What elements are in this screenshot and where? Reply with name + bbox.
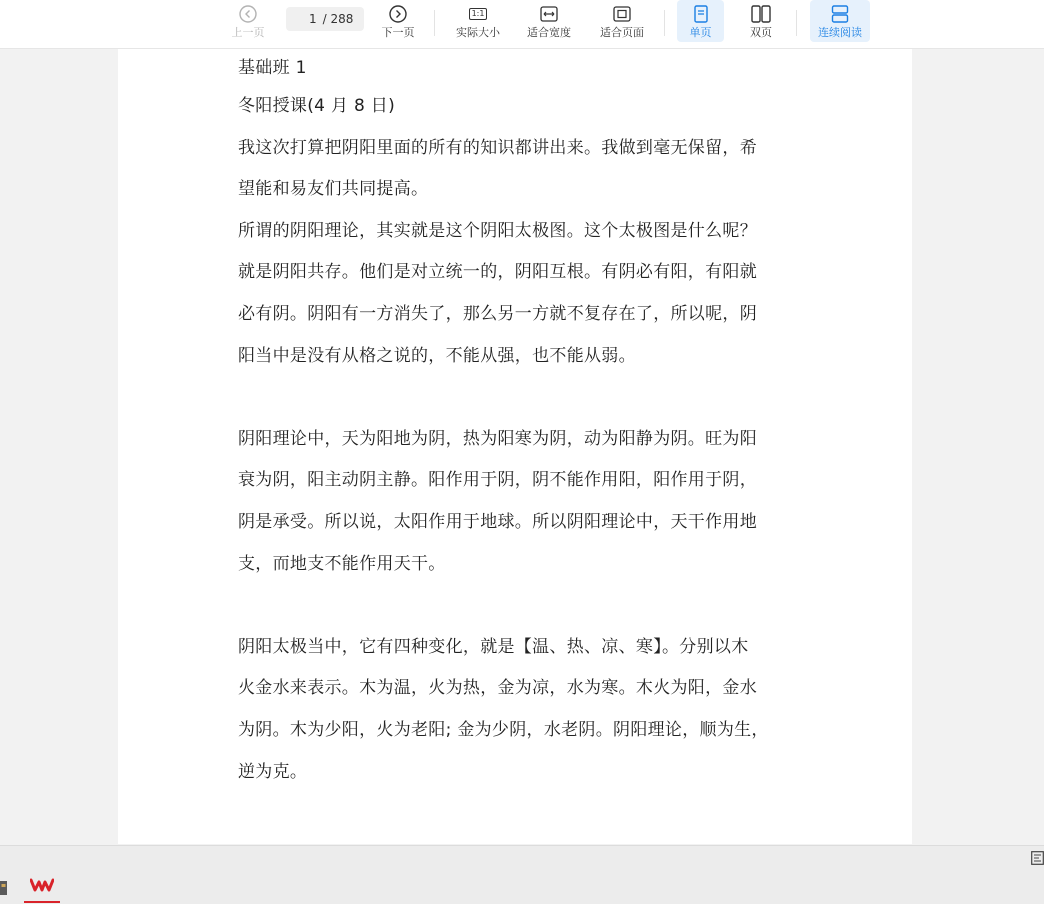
- document-page: [118, 49, 912, 844]
- fit-width-icon: [540, 2, 558, 26]
- document-title: 基础班 1: [238, 58, 307, 78]
- continuous-reading-button[interactable]: [810, 0, 870, 42]
- fit-page-label: 适合页面: [600, 26, 644, 39]
- double-page-button[interactable]: [739, 0, 783, 44]
- taskbar: [0, 845, 1044, 904]
- fit-page-icon: [613, 2, 631, 26]
- paragraph-line: 为阴。木为少阳，火为老阳; 金为少阴，水老阴。阴阳理论，顺为生，: [238, 719, 769, 740]
- page-total: / 288: [322, 12, 354, 26]
- toolbar-divider: [434, 10, 435, 36]
- prev-page-button[interactable]: [228, 0, 268, 44]
- next-page-button[interactable]: [378, 0, 418, 44]
- paragraph-line: 就是阴阳共存。他们是对立统一的，阴阳互根。有阴必有阳，有阳就: [238, 262, 757, 283]
- actual-size-button[interactable]: [450, 0, 506, 44]
- actual-size-label: 实际大小: [456, 26, 500, 39]
- paragraph-line: 冬阳授课(4 月 8 日): [238, 96, 396, 116]
- chevron-right-circle-icon: [389, 2, 407, 26]
- reader-toolbar: [0, 0, 1044, 49]
- single-page-icon: [694, 2, 708, 26]
- blank-line: [238, 585, 794, 627]
- fit-page-button[interactable]: [594, 0, 650, 44]
- document-text: [238, 49, 794, 793]
- double-page-icon: [751, 2, 771, 26]
- double-page-label: 双页: [750, 26, 772, 39]
- chevron-left-circle-icon: [239, 2, 257, 26]
- continuous-reading-label: 连续阅读: [818, 26, 862, 39]
- paragraph-line: 阴阳太极当中，它有四种变化，就是【温、热、凉、寒】。分别以木: [238, 636, 749, 657]
- paragraph-line: 阴阳理论中，天为阳地为阴，热为阳寒为阴，动为阳静为阴。旺为阳: [238, 428, 757, 449]
- prev-page-label: 上一页: [231, 26, 265, 39]
- paragraph-line: 衰为阴，阳主动阴主静。阳作用于阴，阴不能作用阳，阳作用于阴，: [238, 470, 757, 491]
- page-number-input[interactable]: [297, 12, 317, 26]
- paragraph-line: 所谓的阴阳理论，其实就是这个阴阳太极图。这个太极图是什么呢？: [238, 220, 757, 241]
- actual-size-icon: 1:1: [469, 2, 488, 26]
- paragraph-line: 阳当中是没有从格之说的，不能从强，也不能从弱。: [238, 345, 636, 366]
- paragraph-line: 逆为克。: [238, 761, 308, 782]
- taskbar-app-icon[interactable]: [0, 872, 8, 903]
- toolbar-divider: [796, 10, 797, 36]
- fit-width-button[interactable]: [521, 0, 577, 44]
- outline-toggle-icon[interactable]: [1031, 850, 1044, 869]
- paragraph-line: 支，而地支不能作用天干。: [238, 553, 446, 574]
- paragraph-line: 火金水来表示。木为温，火为热，金为凉，水为寒。木火为阳，金水: [238, 678, 757, 699]
- next-page-label: 下一页: [381, 26, 415, 39]
- paragraph-line: 阴是承受。所以说，太阳作用于地球。所以阴阳理论中，天干作用地: [238, 511, 757, 532]
- paragraph-line: 必有阴。阴阳有一方消失了，那么另一方就不复存在了，所以呢，阴: [238, 303, 757, 324]
- single-page-label: 单页: [689, 26, 712, 39]
- wps-logo-icon: [30, 877, 54, 896]
- continuous-reading-icon: [831, 2, 849, 26]
- fit-width-label: 适合宽度: [527, 26, 571, 39]
- toolbar-divider: [664, 10, 665, 36]
- blank-line: [238, 377, 794, 419]
- single-page-button[interactable]: [677, 0, 724, 42]
- paragraph-line: 望能和易友们共同提高。: [238, 179, 429, 200]
- taskbar-wps-button[interactable]: [24, 872, 60, 903]
- paragraph-line: 我这次打算把阴阳里面的所有的知识都讲出来。我做到毫无保留，希: [238, 137, 757, 158]
- page-indicator: [286, 7, 364, 31]
